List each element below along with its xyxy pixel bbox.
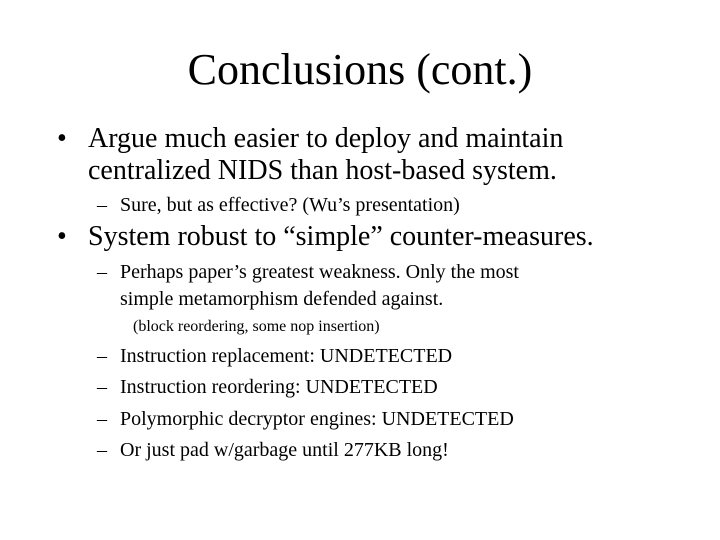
sub-point-wu-presentation: Sure, but as effective? (Wu’s presentation) (120, 194, 460, 216)
bullet-2-line-1: System robust to “simple” counter-measures. (88, 221, 594, 252)
slide-title: Conclusions (cont.) (187, 45, 533, 94)
bullet-marker: • (57, 123, 67, 154)
item-pad-with-garbage: Or just pad w/garbage until 277KB long! (120, 439, 449, 461)
dash-marker: – (97, 345, 107, 367)
bullet-marker: • (57, 221, 67, 252)
dash-marker: – (97, 261, 107, 283)
dash-marker: – (97, 439, 107, 461)
bullet-1-line-2: centralized NIDS than host-based system. (88, 155, 557, 186)
dash-marker: – (97, 376, 107, 398)
parenthetical-note: (block reordering, some nop insertion) (133, 318, 380, 335)
item-polymorphic-decryptor: Polymorphic decryptor engines: UNDETECTED (120, 408, 514, 430)
bullet-1-line-1: Argue much easier to deploy and maintain (88, 123, 564, 154)
item-instruction-replacement: Instruction replacement: UNDETECTED (120, 345, 453, 367)
sub-point-weakness-line-2: simple metamorphism defended against. (120, 288, 444, 310)
dash-marker: – (97, 194, 107, 216)
item-instruction-reordering: Instruction reordering: UNDETECTED (120, 376, 438, 398)
sub-point-weakness-line-1: Perhaps paper’s greatest weakness. Only the most (120, 261, 519, 283)
dash-marker: – (97, 408, 107, 430)
